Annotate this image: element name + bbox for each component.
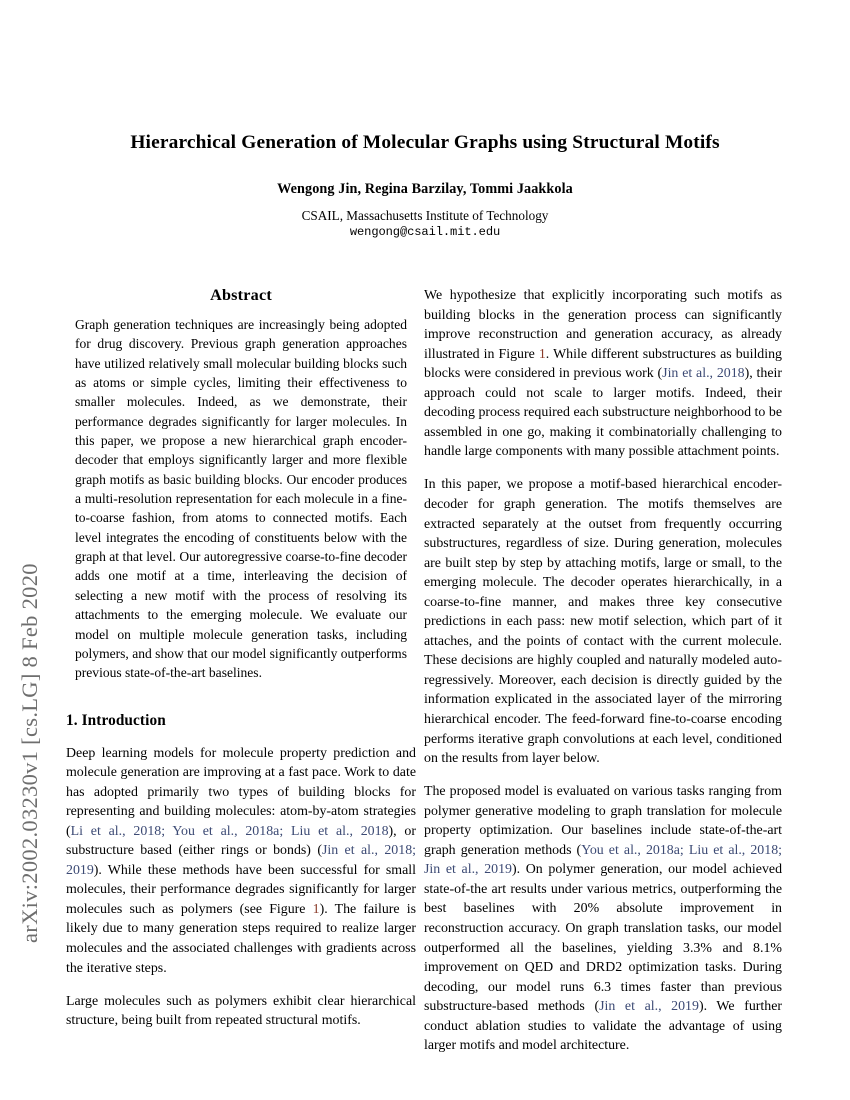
citation-separator: ; bbox=[412, 843, 416, 859]
spacer bbox=[66, 730, 416, 744]
text-run: Deep learning models for molecule property prediction and molecule generation are improving at a fast pace. Work to date has adopted primarily two types of building blocks for representing and building molecules: atom-by-atom strategies ( bbox=[66, 745, 416, 839]
section-heading-introduction: 1. Introduction bbox=[66, 711, 166, 729]
abstract-text: Graph generation techniques are increasingly being adopted for drug discovery. Previous graph generation approaches have utilized relatively small molecular building blocks such as atoms or simple cycles, limiting their effectiveness to smaller molecules. Indeed, as we demonstrate, their performance degrades significantly for larger molecules. In this paper, we propose a new hierarchical graph encoder-decoder that employs significantly larger and more flexible graph motifs as basic building blocks. Our encoder produces a multi-resolution representation for each molecule in a fine-to-coarse fashion, from atoms to connected motifs. Each level integrates the encoding of constituents below with the graph at that level. Our autoregressive coarse-to-fine decoder adds one motif at a time, interleaving the decision of selecting a new motif with the process of resolving its attachments to the emerging molecule. We evaluate our model on multiple molecule generation tasks, including polymers, and show that our model significantly outperforms previous state-of-the-art baselines. bbox=[75, 317, 407, 681]
citation-separator: ; bbox=[679, 842, 689, 858]
arxiv-stamp-text: arXiv:2002.03230v1 [cs.LG] 8 Feb 2020 bbox=[17, 563, 42, 943]
text-run: . While different substructures as building blocks were considered in previous work ( bbox=[424, 346, 783, 382]
text-run: ). While these methods have been successful for small molecules, their performance degrades significantly for larger molecules such as polymers (see Figure bbox=[66, 862, 416, 917]
abstract-heading: Abstract bbox=[210, 286, 272, 304]
citation-link[interactable]: Liu et al., 2018 bbox=[688, 842, 779, 858]
right-paragraph-3 bbox=[424, 782, 782, 1056]
citation-link[interactable]: Jin et al., 2018 bbox=[321, 843, 413, 859]
citation-link[interactable]: 2019 bbox=[66, 862, 94, 878]
contact-email: wengong@csail.mit.edu bbox=[349, 225, 501, 239]
citation-link[interactable]: Li et al., 2018 bbox=[70, 823, 162, 839]
citation-link[interactable]: Jin et al., 2019 bbox=[424, 862, 512, 878]
citation-link[interactable]: Liu et al., 2018 bbox=[291, 823, 389, 839]
text-run: We hypothesize that explicitly incorporating such motifs as building blocks in the generation process can significantly improve reconstruction and generation accuracy, as already illustrated in Figure bbox=[424, 288, 782, 362]
affiliation: CSAIL, Massachusetts Institute of Technology bbox=[301, 208, 549, 223]
right-paragraph-2: In this paper, we propose a motif-based hierarchical encoder-decoder for graph generation. The motifs themselves are extracted separately at the outset from frequently occurring substructures, regardless of size. During generation, molecules are built step by step by attaching motifs, large or small, to the emerging molecule. The decoder operates hierarchically, in a coarse-to-fine manner, and makes three key consecutive predictions in each pass: new motif selection, which part of it attaches, and the points of contact with the current molecule. These decisions are highly coupled and naturally modeled auto-regressively. Moreover, each decision is directly guided by the information explicated in the associated layer of the mirroring hierarchical encoder. The feed-forward fine-to-coarse encoding performs iterative graph convolutions at each level, conditioned on the results from layer below. bbox=[424, 477, 782, 767]
right-column bbox=[424, 286, 782, 1056]
text-run: ). We further conduct ablation studies to validate the advantage of using larger motifs and model architecture. bbox=[424, 999, 782, 1054]
citation-separator: ; bbox=[279, 823, 291, 839]
figure-reference-link[interactable]: 1 bbox=[538, 346, 546, 362]
citation-link[interactable]: You et al., 2018a bbox=[581, 842, 680, 858]
text-run: ). On polymer generation, our model achieved state-of-the art results under various metrics, outperforming the best baselines with 20% absolute improvement in reconstruction accuracy. On graph translation tasks, our model outperformed all the baselines, yielding 3.3% and 8.1% improvement on QED and DRD2 optimization tasks. During decoding, our model runs 6.3 times faster than previous substructure-based methods ( bbox=[424, 862, 783, 1015]
author-list: Wengong Jin, Regina Barzilay, Tommi Jaakkola bbox=[277, 181, 573, 197]
citation-separator: ; bbox=[778, 842, 783, 858]
text-run: ). The failure is likely due to many generation steps required to realize larger molecules and the associated challenges with gradients across the iterative steps. bbox=[66, 901, 417, 976]
citation-link[interactable]: You et al., 2018a bbox=[172, 823, 280, 839]
figure-reference-link[interactable]: 1 bbox=[312, 901, 320, 917]
left-column bbox=[66, 286, 416, 1031]
intro-paragraph-1 bbox=[66, 744, 416, 979]
text-run: ), or substructure based (either rings or bonds) ( bbox=[66, 823, 417, 859]
text-run: The proposed model is evaluated on various tasks ranging from polymer generative modeling to graph translation for molecule property optimization. Our baselines include state-of-the-art graph generation methods ( bbox=[424, 784, 782, 858]
spacer bbox=[66, 683, 416, 712]
text-run: ), their approach could not scale to larger motifs. Indeed, their decoding process required each substructure neighborhood to be assembled in one go, making it combinatorially challenging to handle large components with many possible attachment points. bbox=[424, 366, 782, 460]
paper-title: Hierarchical Generation of Molecular Graphs using Structural Motifs bbox=[130, 131, 720, 153]
right-paragraph-1 bbox=[424, 286, 782, 462]
intro-paragraph-2: Large molecules such as polymers exhibit clear hierarchical structure, being built from repeated structural motifs. bbox=[66, 993, 416, 1029]
citation-link[interactable]: Jin et al., 2019 bbox=[599, 999, 699, 1015]
citation-link[interactable]: Jin et al., 2018 bbox=[662, 366, 745, 382]
citation-separator: ; bbox=[161, 823, 173, 839]
